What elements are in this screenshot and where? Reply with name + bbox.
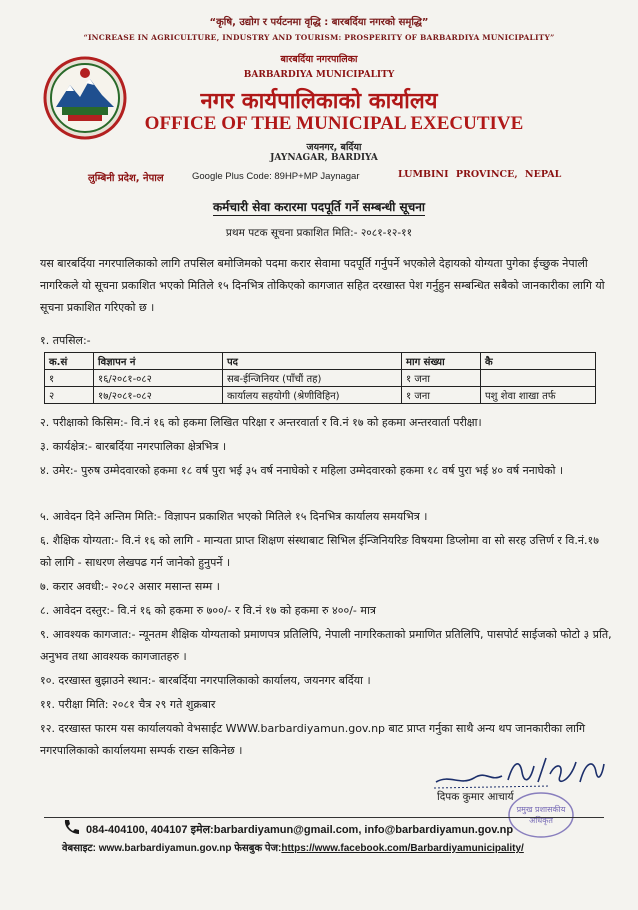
signer-name: दिपक कुमार आचार्य [437,791,514,803]
item-required-documents: ९. आवश्यक कागजात:- न्यूनतम शैक्षिक योग्यताको प्रमाणपत्र प्रतिलिपि, नेपाली नागरिकताको प्रमाणित प्रतिलिपि, पासपोर्ट साईजको फोटो ३ प्रति, अनुभव तथा आवश्यक कागजातहरु । [40,628,612,663]
phone-numbers: 084-404100, 404107 [86,824,188,836]
svg-text:प्रमुख प्रशासकीय: प्रमुख प्रशासकीय [516,805,566,814]
contact-line-2 [62,840,524,854]
table-row [45,387,596,404]
item-age: ४. उमेर:- पुरुष उम्मेदवारको हकमा १८ वर्ष पुरा भई ३५ वर्ष ननाघेको र महिला उम्मेदवारको हकमा १८ वर्ष पुरा भई ४० वर्ष ननाघेको । [40,464,564,477]
cell-remarks [481,370,596,387]
cell-position: कार्यालय सहयोगी (श्रेणीविहिन) [223,387,402,404]
province-nepali: लुम्बिनी प्रदेश, नेपाल [88,173,164,184]
plus-code: Google Plus Code: 89HP+MP Jaynagar [192,171,360,182]
details-label: १. तपसिल:- [40,334,91,347]
notice-intro: यस बारबर्दिया नगरपालिकाको लागि तपसिल बमोजिमको पदमा करार सेवामा पदपूर्ति गर्नुपर्ने भएकोले देहायको योग्यता पुगेका ईच्छुक नेपाली नागरिकले यो सूचना प्रकाशित भएको मितिले १५ दिनभित्र तोकिएको कागजात सहित दरखास्त पेश गर्नुहुन सम्बन्धित सबैको जानकारीका लागि यो सूचना प्रकाशित गरिएको छ । [40,257,605,314]
facebook-link[interactable]: https://www.facebook.com/Barbardiyamunicipality/ [281,843,524,854]
item-work-area: ३. कार्यक्षेत्र:- बारबर्दिया नगरपालिका क्षेत्रभित्र । [40,440,227,453]
col-position: पद [223,353,402,370]
location-nepali: जयनगर, बर्दिया [306,142,362,153]
motto-nepali: “कृषि, उद्योग र पर्यटनमा वृद्धि : बारबर्दिया नगरको समृद्धि” [209,17,429,28]
svg-text:अधिकृत: अधिकृत [529,816,553,825]
cell-ad-number: १७/२०८१-०८२ [94,387,223,404]
col-ad-number: विज्ञापन नं [94,353,223,370]
item-exam-date: ११. परीक्षा मिति: २०८१ चैत्र २९ गते शुक्रबार [40,698,216,711]
municipality-name-nepali: बारबर्दिया नगरपालिका [280,54,358,65]
item-contract-period: ७. करार अवधी:- २०८२ असार मसान्त सम्म । [40,580,220,593]
official-stamp [506,790,576,840]
notice-subject [0,198,638,215]
table-row [45,370,596,387]
cell-demand: १ जना [402,370,481,387]
motto-english: “INCREASE IN AGRICULTURE, INDUSTRY AND TOURISM: PROSPERITY OF BARBARDIYA MUNICIPALITY” [83,33,555,42]
facebook-label: फेसबुक पेज: [234,843,282,854]
cell-ad-number: १६/२०८१-०८२ [94,370,223,387]
email-addresses[interactable]: barbardiyamun@gmail.com, info@barbardiyamun.gov.np [213,824,514,836]
item-form-website: १२. दरखास्त फारम यस कार्यालयको वेभसाईट WWW.barbardiyamun.gov.np बाट प्राप्त गर्नुका साथै अन्य थप जानकारीका लागि नगरपालिकाको कार्यालयमा सम्पर्क राख्न सकिनेछ । [40,722,586,757]
item-exam-type: २. परीक्षाको किसिम:- वि.नं १६ को हकमा लिखित परिक्षा र अन्तरवार्ता र वि.नं १७ को हकमा अन्तरवार्ता परीक्षा। [40,416,482,429]
contact-line-1 [86,822,513,837]
cell-position: सब-ईन्जिनियर (पाँचौं तह) [223,370,402,387]
publication-date: प्रथम पटक सूचना प्रकाशित मिति:- २०८१-१२-११ [225,227,413,239]
item-qualification: ६. शैक्षिक योग्यता:- वि.नं १६ को लागि - मान्यता प्राप्त शिक्षण संस्थाबाट सिभिल ईन्जिनियरिङ विषयमा डिप्लोमा वा सो सरह उत्तिर्ण र वि.नं.१७ को लागि - साधरण लेखपढ गर्न जानेको हुनुपर्ने । [40,534,599,569]
email-label: इमेल: [190,824,214,836]
office-title-nepali: नगर कार्यपालिकाको कार्यालय [200,89,438,114]
item-application-fee: ८. आवेदन दस्तुर:- वि.नं १६ को हकमा रु ७००/- र वि.नं १७ को हकमा रु ४००/- मात्र [40,604,376,617]
item-submission-place: १०. दरखास्त बुझाउने स्थान:- बारबर्दिया नगरपालिकाको कार्यालय, जयनगर बर्दिया । [40,674,371,687]
handwritten-signature [430,752,608,792]
cell-serial: २ [45,387,94,404]
col-serial: क.सं [45,353,94,370]
municipality-name-english: BARBARDIYA MUNICIPALITY [243,70,395,80]
cell-serial: १ [45,370,94,387]
cell-remarks: पशु शेवा शाखा तर्फ [481,387,596,404]
table-header-row [45,353,596,370]
cell-demand: १ जना [402,387,481,404]
phone-icon [62,818,80,836]
office-title-english: OFFICE OF THE MUNICIPAL EXECUTIVE [144,113,524,134]
website-label: वेबसाइट: [62,843,96,854]
notice-subject-text: कर्मचारी सेवा करारमा पदपूर्ति गर्ने सम्बन्धी सूचना [212,200,426,214]
website-link[interactable]: www.barbardiyamun.gov.np [98,843,232,854]
vacancy-table [44,352,596,404]
footer-divider [44,817,604,818]
location-english: JAYNAGAR, BARDIYA [270,153,378,163]
province-english: LUMBINI PROVINCE, NEPAL [398,169,562,180]
item-deadline: ५. आवेदन दिने अन्तिम मिति:- विज्ञापन प्रकाशित भएको मितिले १५ दिनभित्र कार्यालय समयभित्र । [40,510,428,523]
col-remarks: कै [481,353,596,370]
col-demand: माग संख्या [402,353,481,370]
